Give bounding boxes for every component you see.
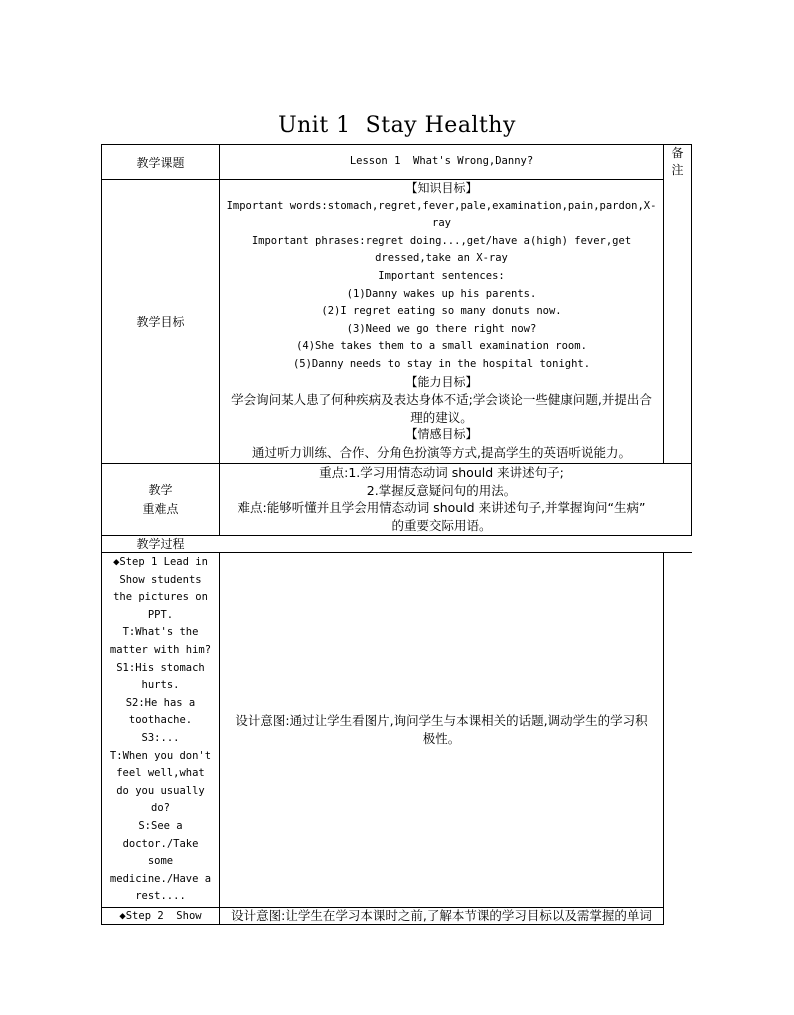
sentence-item: (4)She takes them to a small examination room. [296,340,587,353]
difficulty-line: 难点:能够听懂并且学会用情态动词 should 来讲述句子,并掌握询问“生病” [237,500,646,516]
remark-header [664,145,691,179]
important-words: Important words:stomach,regret,fever,pale,examination,pain,pardon,X- [226,199,657,212]
sentence-item: (2)I regret eating so many donuts now. [321,305,562,318]
objectives-label: 教学目标 [136,315,185,329]
step1-content [102,554,219,906]
emotion-heading: 【情感目标】 [405,427,478,442]
lesson-title: Lesson 1 What's Wrong,Danny? [349,155,534,167]
difficulty-line-cont: 的重要交际用语。 [391,517,492,533]
step-line: the pictures on [113,591,208,604]
step-line: S2:He has a [125,696,196,709]
step-line: T:What's the [122,626,199,639]
step-line: feel well,what [116,767,205,780]
keypoint-line: 2.掌握反意疑问句的用法。 [366,482,517,498]
remark-label: 备注 [671,146,684,177]
topic-label: 教学课题 [136,156,185,170]
design-line: 设计意图:通过让学生看图片,询问学生与本课相关的话题,调动学生的学习积 [235,713,648,728]
step-line: matter with him? [109,643,212,656]
process-label: 教学过程 [136,537,185,551]
objectives-content [220,180,663,462]
step-line: do? [151,802,170,815]
step2-label: ◆Step 2 Show [119,910,202,922]
sentence-item: (3)Need we go there right now? [346,322,537,335]
knowledge-heading: 【知识目标】 [405,181,478,195]
step-line: S3:... [141,731,180,744]
keypoints-label-line2: 重难点 [142,502,179,516]
sentence-item: (1)Danny wakes up his parents. [346,287,537,300]
step-line: T:When you don't [109,749,212,762]
step-line: doctor./Take [122,837,199,850]
sentence-item: (5)Danny needs to stay in the hospital tonight. [292,357,591,370]
keypoint-line: 重点:1.学习用情态动词 should 来讲述句子; [319,465,564,480]
step-line: hurts. [141,679,180,692]
important-phrases-cont: dressed,take an X-ray [375,252,508,265]
step-line: PPT. [147,608,174,621]
step-line: Show students [119,573,202,586]
step-line: rest.... [135,890,186,903]
sentences-heading: Important sentences: [378,269,505,282]
step-line: do you usually [116,784,205,797]
keypoints-label [102,481,219,519]
design-line-cont: 极性。 [422,730,461,746]
step2-design-intent: 设计意图:让学生在学习本课时之前,了解本节课的学习目标以及需掌握的单词 [231,908,652,923]
ability-heading: 【能力目标】 [405,374,478,389]
ability-text-cont: 理的建议。 [410,409,473,425]
keypoints-content [220,464,663,534]
step1-design-intent [220,712,663,747]
page-title: Unit 1 Stay Healthy [278,113,516,138]
ability-text: 学会询问某人患了何种疾病及表达身体不适;学会谈论一些健康问题,并提出合 [231,392,652,408]
important-phrases: Important phrases:regret doing...,get/have a(high) fever,get [251,234,632,247]
step-line: some [147,855,174,868]
emotion-text: 通过听力训练、合作、分角色扮演等方式,提高学生的英语听说能力。 [252,444,631,460]
keypoints-label-line1: 教学 [148,483,173,497]
step-line: toothache. [128,714,193,727]
important-words-cont: ray [432,217,451,230]
step-line: S1:His stomach [116,661,205,674]
step-line: S:See a [138,819,183,832]
step-line: ◆Step 1 Lead in [113,556,208,568]
step-line: medicine./Have a [109,872,212,885]
